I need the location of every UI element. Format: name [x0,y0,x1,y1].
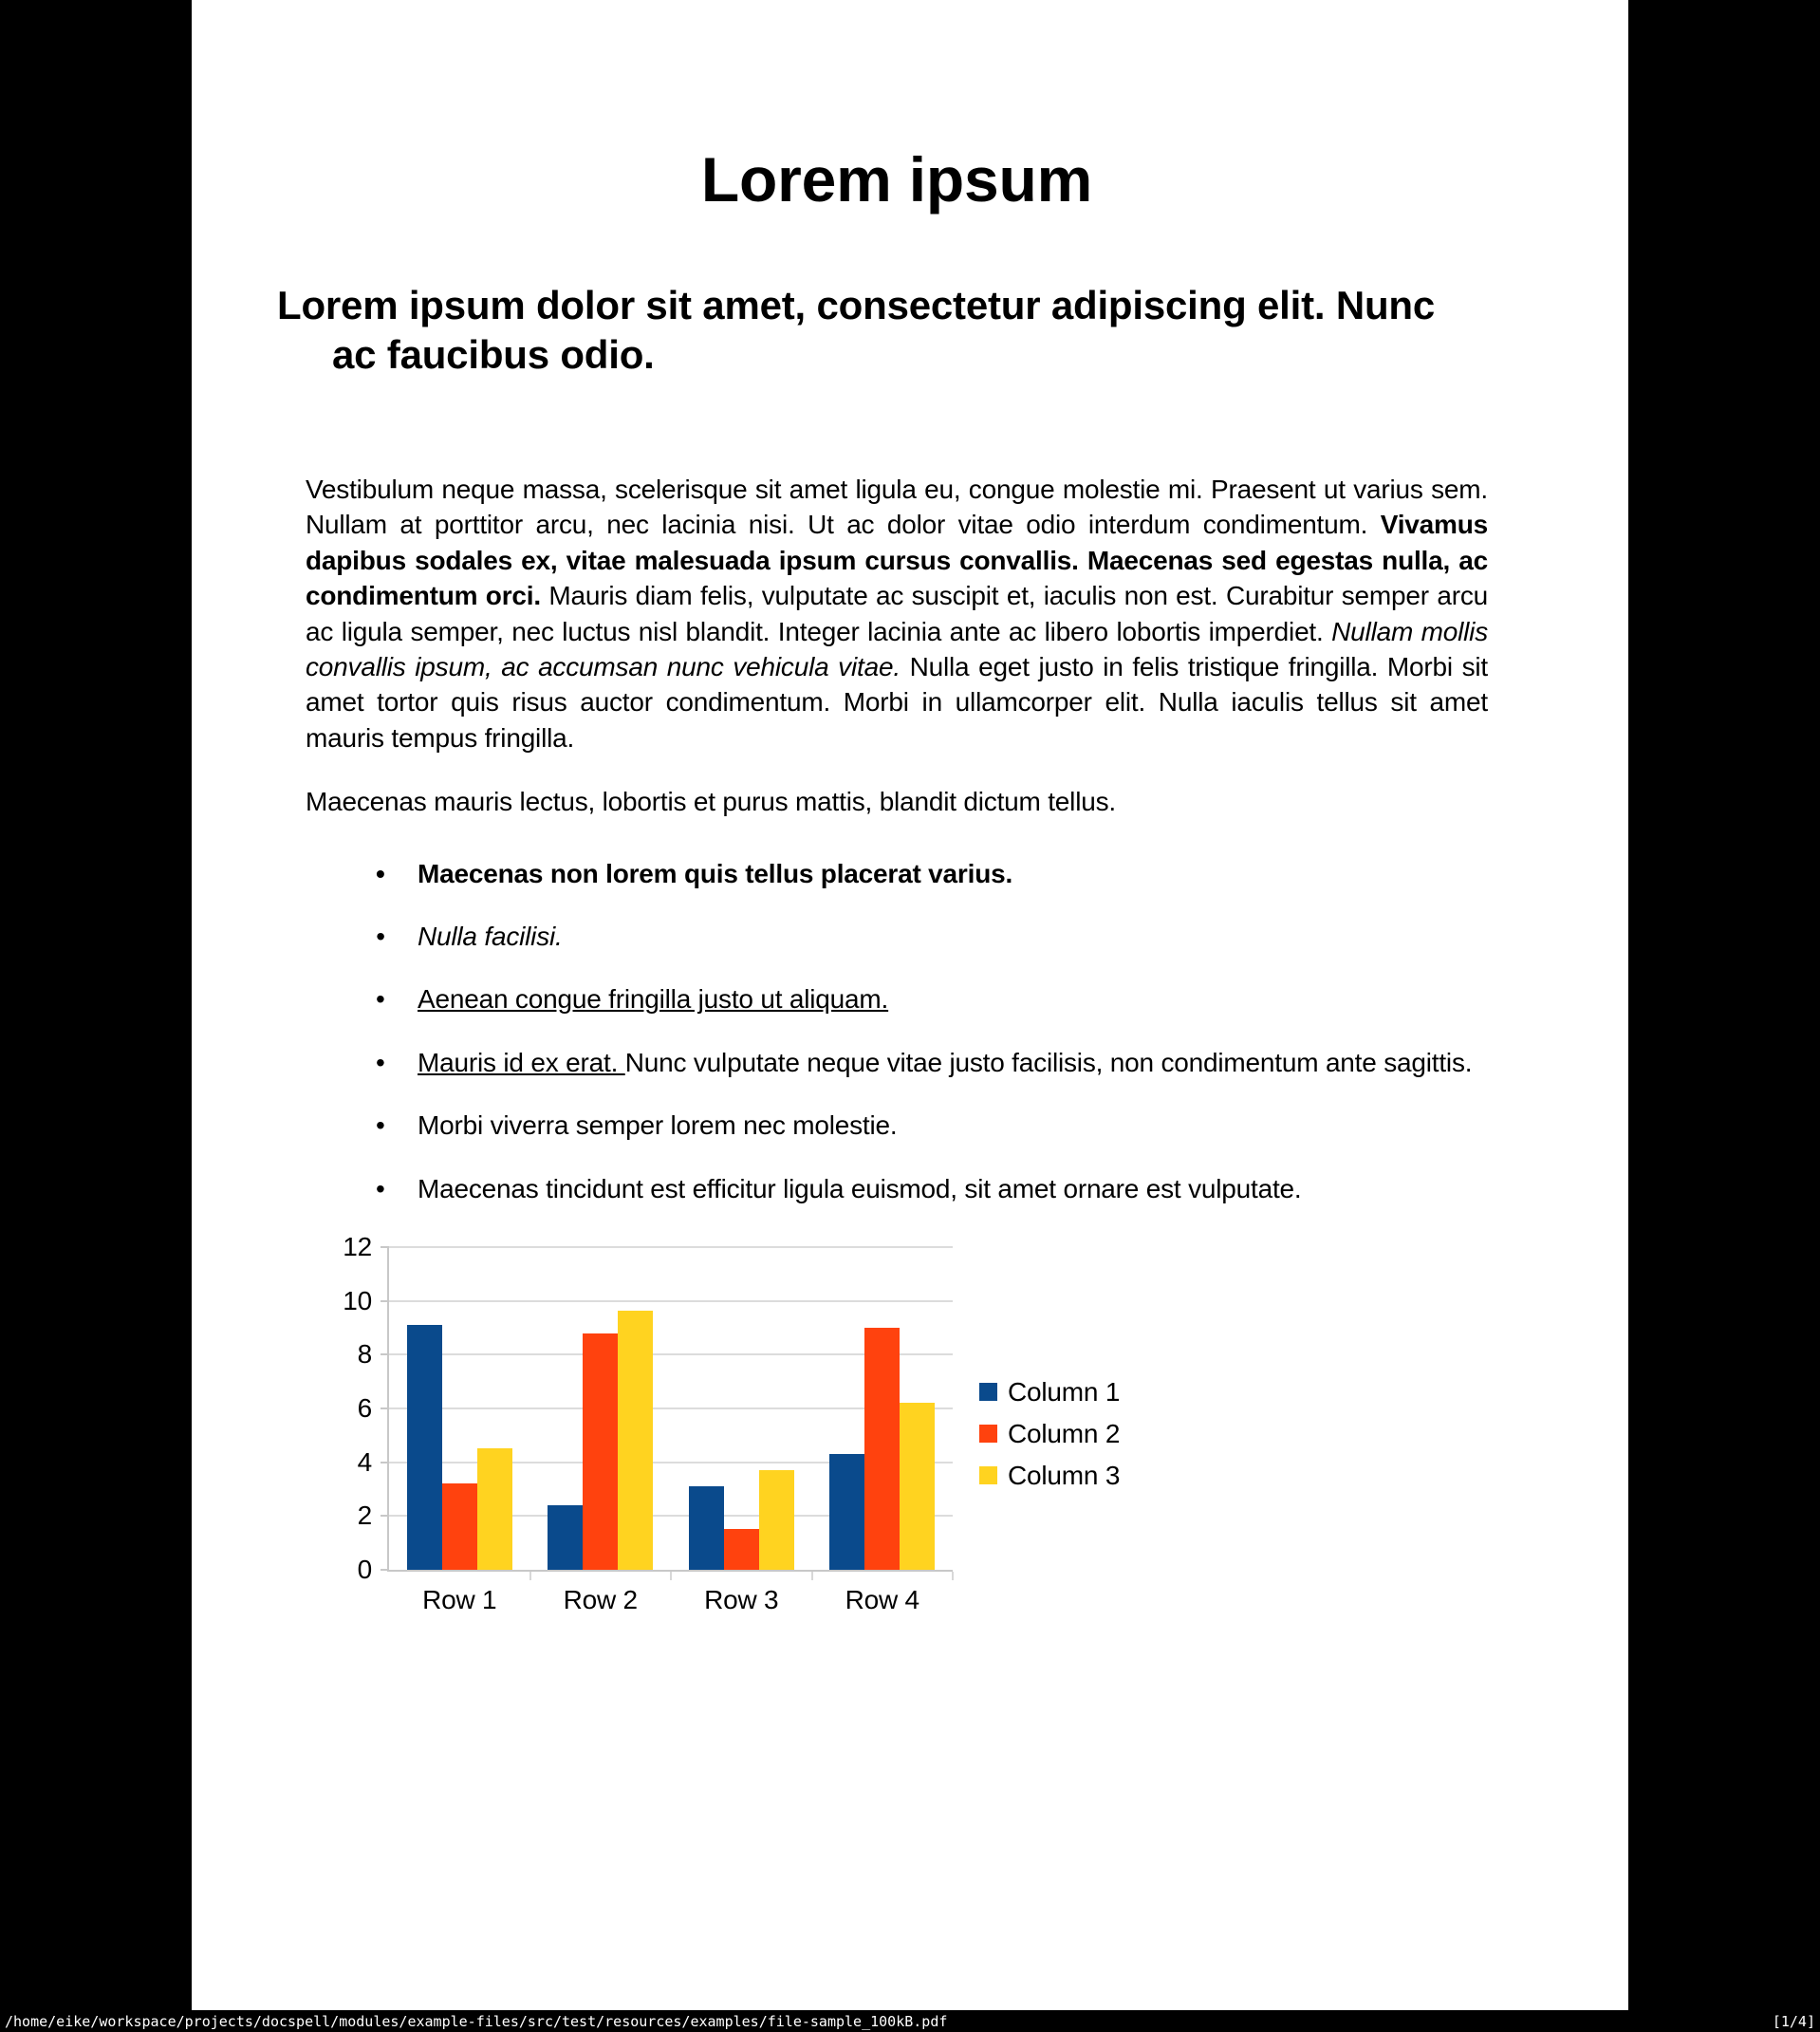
list-item-1: • Maecenas non lorem quis tellus placerat varius. [418,856,1488,891]
list-item-5: • Morbi viverra semper lorem nec molestie. [418,1108,1488,1143]
y-axis-label: 4 [357,1446,372,1477]
legend-item [979,1462,1120,1490]
bar [689,1486,724,1570]
y-axis-label: 2 [357,1501,372,1531]
bar-chart [306,1231,1488,1642]
paragraph-1-run-1: Vestibulum neque massa, scelerisque sit amet ligula eu, congue molestie mi. Praesent ut varius sem. Nullam at porttitor arcu, nec lacinia nisi. Ut ac dolor vitae odio interdum condimentum. [306,474,1488,540]
bullet-list [306,856,1488,1206]
paragraph-1-italic-run: Nullam mollis convallis ipsum, ac accumsan nunc vehicula vitae. [306,616,1488,681]
legend-swatch-icon [979,1383,997,1401]
statusbar [0,2010,1820,2032]
bar [724,1529,759,1570]
bar-group [671,1247,812,1570]
bar [442,1483,477,1570]
x-axis-label: Row 1 [422,1584,497,1614]
legend-label: Column 2 [1008,1418,1121,1448]
x-axis-tick [670,1572,672,1580]
chart-legend [979,1378,1120,1503]
chart-plot [343,1231,953,1614]
legend-label: Column 3 [1008,1460,1121,1490]
bar [900,1403,935,1570]
y-axis-tick [381,1407,389,1409]
legend-swatch-icon [979,1466,997,1484]
bar [618,1311,653,1570]
bar-group [812,1247,954,1570]
y-axis-tick [381,1462,389,1463]
list-item-4 [418,1045,1488,1080]
bar-group [530,1247,672,1570]
bar [829,1454,864,1570]
document-title: Lorem ipsum [700,144,1093,214]
statusbar-file-path: /home/eike/workspace/projects/docspell/modules/example-files/src/test/resources/examples/file-sample_100kB.pdf [5,2012,948,2030]
bar [477,1448,512,1570]
y-axis-tick [381,1353,389,1355]
legend-item [979,1420,1120,1448]
paragraph-1-run-2: Mauris diam felis, vulputate ac suscipit et, iaculis non est. Curabitur semper arcu ac ligula semper, nec luctus nisl blandit. Integer lacinia ante ac libero lobortis imperdiet. [306,581,1488,646]
page-content [192,0,1628,1642]
x-axis-tick [811,1572,813,1580]
x-axis-tick [952,1572,954,1580]
list-item-2: • Nulla facilisi. [418,919,1488,954]
y-axis-tick [381,1515,389,1517]
y-axis-label: 8 [357,1339,372,1370]
paragraph-2: Maecenas mauris lectus, lobortis et purus mattis, blandit dictum tellus. [306,787,1116,817]
list-item-4-underlined: Mauris id ex erat. [418,1047,625,1077]
x-axis-label: Row 2 [563,1584,638,1614]
list-item-4-rest: Nunc vulputate neque vitae justo facilisis, non condimentum ante sagittis. [624,1047,1473,1077]
y-axis-tick [381,1569,389,1571]
statusbar-page-indicator: [1/4] [1772,2012,1815,2030]
y-axis-label: 6 [357,1392,372,1423]
y-axis-label: 10 [343,1285,372,1315]
list-item-6: • Maecenas tincidunt est efficitur ligula euismod, sit amet ornare est vulputate. [418,1171,1488,1206]
bar [759,1470,794,1570]
legend-item [979,1378,1120,1407]
legend-swatch-icon [979,1425,997,1443]
y-axis-tick [381,1300,389,1302]
bar-group [389,1247,530,1570]
bar [583,1333,618,1570]
document-heading: Lorem ipsum dolor sit amet, consectetur adipiscing elit. Nunc ac faucibus odio. [277,282,1436,378]
x-axis-label: Row 3 [704,1584,779,1614]
pdf-page[interactable] [192,0,1628,2010]
paragraph-1-bold-run: Vivamus dapibus sodales ex, vitae malesuada ipsum cursus convallis. Maecenas sed egestas nulla, ac condimentum orci. [306,510,1488,611]
paragraph-1 [306,472,1488,755]
y-axis-label: 12 [343,1231,372,1261]
legend-label: Column 1 [1008,1376,1121,1407]
list-item-3-underlined: Aenean congue fringilla justo ut aliquam. [418,984,889,1015]
paragraph-1-run-3: Nulla eget justo in felis tristique fringilla. Morbi sit amet tortor quis risus auctor condimentum. Morbi in ullamcorper elit. Nulla iaculis tellus sit amet mauris tempus fringilla. [306,651,1489,753]
bar [864,1328,900,1570]
x-axis-tick [529,1572,531,1580]
y-axis-label: 0 [357,1554,372,1584]
y-axis-tick [381,1246,389,1248]
x-axis-label: Row 4 [845,1584,919,1614]
list-item-3 [418,981,1488,1016]
bar [407,1325,442,1570]
bar [548,1505,583,1570]
